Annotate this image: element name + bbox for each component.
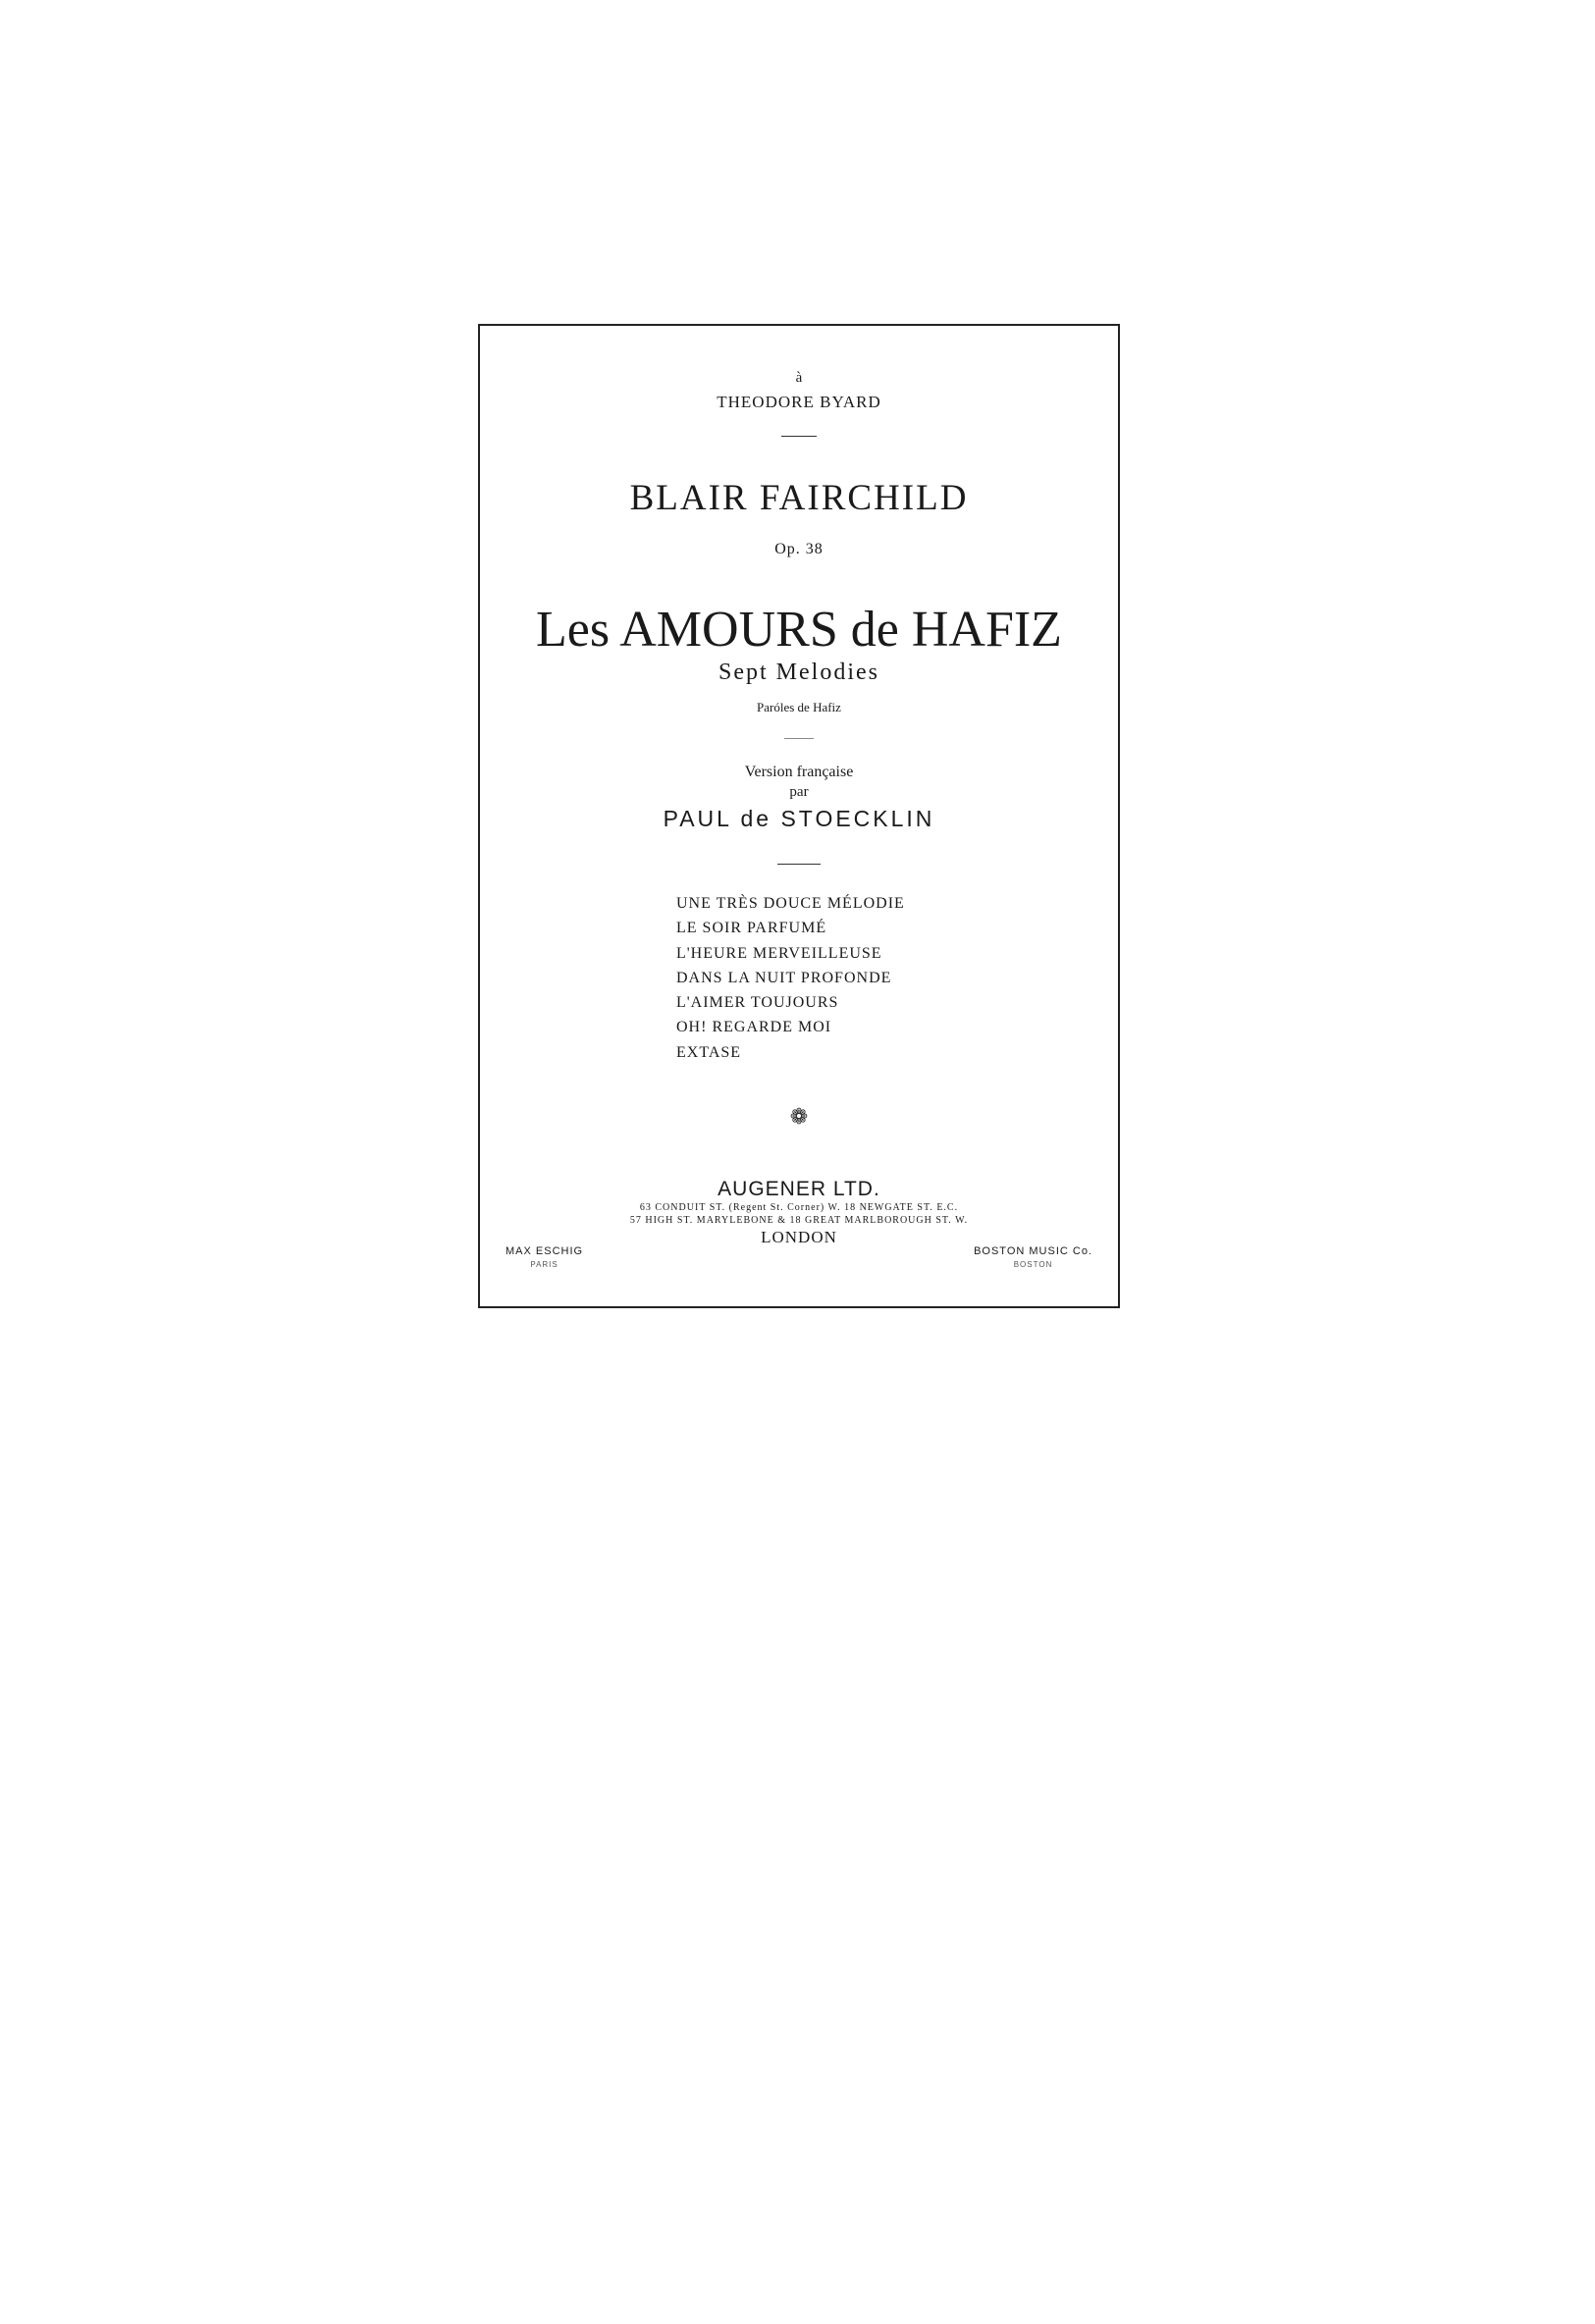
translator-name: PAUL de STOECKLIN [663, 806, 935, 831]
rosette-ornament-icon: ❁ [789, 1104, 809, 1129]
song-title: L'HEURE MERVEILLEUSE [676, 944, 882, 962]
agent-name: MAX ESCHIG [505, 1245, 584, 1257]
song-title: UNE TRÈS DOUCE MÉLODIE [676, 895, 905, 912]
agent-name: BOSTON MUSIC Co. [974, 1245, 1092, 1257]
publisher-address-line: 63 CONDUIT ST. (Regent St. Corner) W. 18 NEWGATE ST. E.C. [639, 1202, 959, 1213]
translation-label: Version française [744, 764, 854, 780]
divider-rule [781, 436, 817, 437]
composer-name: BLAIR FAIRCHILD [629, 478, 969, 518]
work-subtitle: Sept Melodies [718, 660, 879, 685]
title-page-frame [478, 324, 1120, 1308]
work-title: Les AMOURS de HAFIZ [536, 602, 1062, 658]
dedicatee-name: THEODORE BYARD [717, 393, 881, 411]
opus-number: Op. 38 [774, 541, 824, 557]
agent-boston [974, 1245, 1092, 1269]
song-title: DANS LA NUIT PROFONDE [676, 969, 892, 986]
agent-place: BOSTON [1013, 1260, 1053, 1269]
translation-by: par [789, 784, 809, 800]
song-title: EXTASE [676, 1043, 742, 1061]
song-title: LE SOIR PARFUMÉ [676, 920, 827, 937]
dedication-preposition: à [795, 370, 803, 386]
divider-rule [777, 864, 821, 865]
words-credit: Paróles de Hafiz [757, 700, 841, 714]
publisher-address-line: 57 HIGH ST. MARYLEBONE & 18 GREAT MARLBOROUGH ST. W. [629, 1215, 969, 1226]
agent-paris [505, 1245, 583, 1269]
publisher-city: LONDON [761, 1228, 837, 1246]
divider-rule [784, 738, 814, 739]
song-list [676, 891, 905, 1065]
song-title: OH! REGARDE MOI [676, 1019, 832, 1036]
song-title: L'AIMER TOUJOURS [676, 994, 839, 1012]
agent-place: PARIS [530, 1260, 558, 1269]
publisher-name: AUGENER LTD. [718, 1178, 880, 1200]
